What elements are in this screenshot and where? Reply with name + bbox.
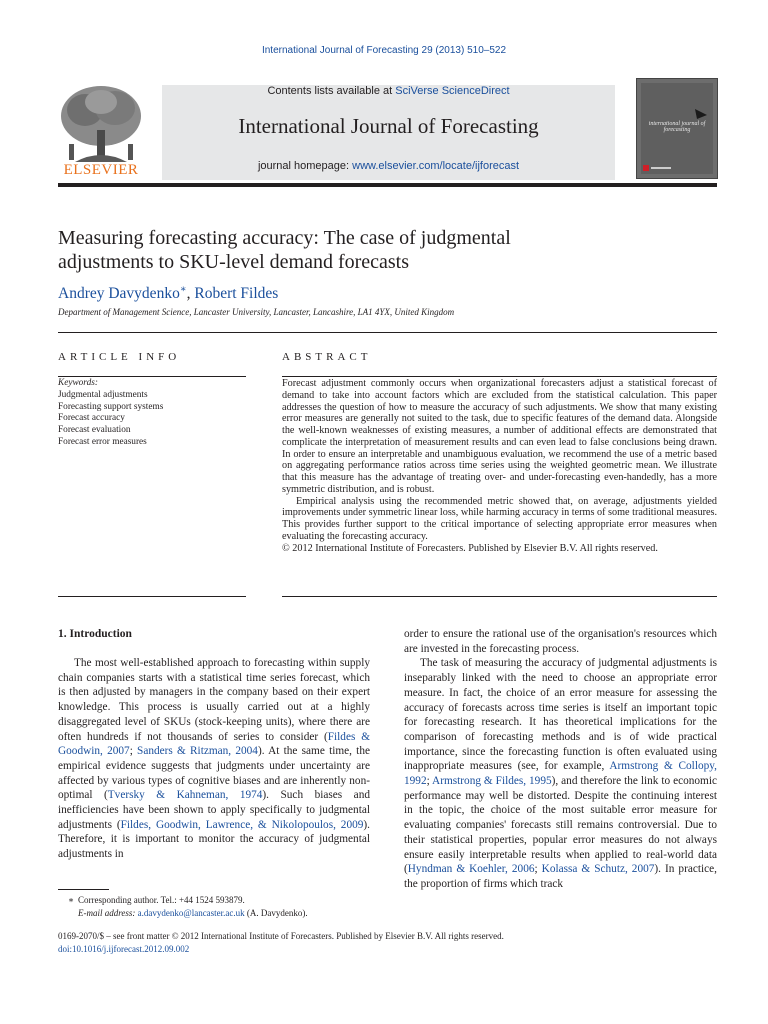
email-label: E-mail address:	[78, 908, 136, 918]
reference-link[interactable]: Tversky & Kahneman, 1974	[107, 789, 263, 802]
section-heading-introduction: 1. Introduction	[58, 628, 132, 640]
reference-link[interactable]: Armstrong & Fildes, 1995	[432, 775, 552, 788]
journal-cover-image	[636, 78, 718, 179]
intro-text: ). Therefore, it is important to monitor the accuracy of judgmental adjustments in	[58, 818, 370, 861]
reference-separator: ;	[426, 775, 433, 788]
body-right-column	[404, 627, 717, 892]
footnote-corresponding	[58, 894, 370, 907]
abstract-top-rule	[282, 376, 717, 377]
reference-separator: ;	[534, 863, 542, 876]
keywords-block	[58, 378, 246, 449]
footnote-email	[58, 907, 370, 920]
affiliation: Department of Management Science, Lancaster University, Lancaster, Lancashire, LA1 4YX, United Kingdom	[58, 307, 455, 317]
title-divider	[58, 332, 717, 333]
paper-title-line1: Measuring forecasting accuracy: The case of judgmental	[58, 227, 511, 249]
abstract-heading: ABSTRACT	[282, 351, 372, 363]
paper-title	[58, 226, 698, 274]
author-separator: ,	[186, 285, 195, 303]
keywords-label: Keywords:	[58, 378, 98, 388]
email-link[interactable]: a.davydenko@lancaster.ac.uk	[137, 908, 245, 918]
keyword-item: Forecast evaluation	[58, 425, 131, 436]
journal-citation[interactable]: International Journal of Forecasting 29 (2013) 510–522	[261, 45, 507, 56]
elsevier-logo	[55, 82, 147, 180]
reference-link[interactable]: Sanders & Ritzman, 2004	[137, 745, 258, 758]
sciencedirect-link[interactable]: SciVerse ScienceDirect	[395, 85, 510, 97]
intro-text: ), and therefore the link to economic performance may well be distorted. Despite the continuing interest in the topic, the choice of the most suitable error measure for evaluating companies' forecasts still remains controversial. Due to their statistical properties, popular error measures do not always ensure easily interpretable results when applied to real-world data (	[404, 775, 717, 876]
homepage-link[interactable]: www.elsevier.com/locate/ijforecast	[352, 160, 520, 172]
intro-text: The task of measuring the accuracy of judgmental adjustments is inseparably linked with the need to choose an appropriate error measure. In fact, the choice of an error measure for assessing the accuracy of forecasts across time series is itself an important topic for forecasting research. It has theoretical implications for the comparison of forecasting methods and is of wide practical importance, since the forecasting function is often evaluated using inappropriate measures (see, for example,	[404, 657, 717, 773]
keyword-item: Judgmental adjustments	[58, 389, 148, 400]
paper-title-line2: adjustments to SKU-level demand forecasts	[58, 251, 410, 273]
journal-title: International Journal of Forecasting	[238, 114, 539, 138]
reference-link[interactable]: Fildes, Goodwin, Lawrence, & Nikolopoulos, 2009	[120, 818, 364, 831]
abstract-body	[282, 378, 717, 554]
author-list	[58, 284, 278, 303]
reference-separator: ;	[129, 745, 138, 758]
footnote-mark: ∗	[67, 895, 74, 905]
reference-link[interactable]: Armstrong & Collopy, 1992	[404, 760, 717, 788]
header-divider	[58, 183, 717, 187]
author-fildes[interactable]: Robert Fildes	[194, 285, 279, 303]
reference-link[interactable]: Fildes & Goodwin, 2007	[58, 730, 370, 758]
email-suffix: (A. Davydenko).	[244, 908, 308, 918]
contents-prefix: Contents lists available at	[267, 85, 396, 97]
abstract-paragraph-2: Empirical analysis using the recommended metric showed that, on average, adjustments yielded improvements under symmetric linear loss, while harming accuracy in terms of some traditional measures. This provides further support to the critical importance of selecting appropriate error measures when evaluating the forecasting accuracy.	[282, 495, 717, 542]
homepage-prefix: journal homepage:	[257, 160, 353, 172]
abstract-copyright: © 2012 International Institute of Forecasters. Published by Elsevier B.V. All rights reserved.	[282, 542, 658, 554]
intro-text: ). Such biases and inefficiencies have been shown to apply specifically to judgmental adjustments (	[58, 789, 370, 831]
article-info-heading: ARTICLE INFO	[58, 351, 181, 363]
doi-link[interactable]: doi:10.1016/j.ijforecast.2012.09.002	[58, 943, 190, 954]
homepage-line	[162, 160, 615, 172]
elsevier-wordmark: ELSEVIER	[63, 162, 139, 178]
footnote	[58, 894, 370, 920]
article-info-bottom-rule	[58, 596, 246, 597]
cover-title: international journal of forecasting	[648, 121, 706, 133]
intro-paragraph-1	[58, 656, 370, 862]
page-footer	[58, 930, 717, 955]
intro-text: ). In practice, the proportion of firms which track	[404, 863, 717, 890]
author-davydenko[interactable]: Andrey Davydenko	[58, 285, 180, 303]
body-left-column	[58, 656, 370, 862]
intro-paragraph-continued: order to ensure the rational use of the organisation's resources which are invested in the forecasting process.	[404, 628, 717, 655]
footnote-corresponding-text: Corresponding author. Tel.: +44 1524 593879.	[78, 895, 245, 905]
keyword-item: Forecasting support systems	[58, 401, 164, 412]
keyword-item: Forecast accuracy	[58, 413, 125, 424]
reference-link[interactable]: Kolassa & Schutz, 2007	[541, 863, 655, 876]
keyword-item: Forecast error measures	[58, 436, 147, 447]
intro-paragraph-2	[404, 656, 717, 891]
journal-header-box	[162, 85, 615, 180]
intro-text: ). At the same time, the empirical evidence suggests that judgments under uncertainty are affected by various types of cognitive biases and are inherently non-optimal (	[58, 745, 370, 802]
corresponding-mark[interactable]: ∗	[179, 284, 187, 295]
footnote-divider	[58, 889, 109, 890]
reference-link[interactable]: Hyndman & Koehler, 2006	[407, 863, 535, 876]
article-info-top-rule	[58, 376, 246, 377]
intro-text: The most well-established approach to forecasting within supply chain companies starts with a statistical time series forecast, which is then adjusted by managers in the company based on their expert knowledge. This process is usually carried out at a highly disaggregated level of SKUs (stock-keeping units), where there are often hundreds if not thousands of series to consider (	[58, 657, 370, 743]
abstract-bottom-rule	[282, 596, 717, 597]
contents-line	[162, 85, 615, 97]
front-matter-line: 0169-2070/$ – see front matter © 2012 International Institute of Forecasters. Published by Elsevier B.V. All rights reserved.	[58, 931, 504, 941]
abstract-paragraph-1: Forecast adjustment commonly occurs when organizational forecasters adjust a statistical forecast of demand to take into account factors which are excluded from the statistical calculation. This paper addresses the question of how to measure the accuracy of such adjustments. We show that many existing error measures are generally not suited to the task, due to specific features of the demand data. Alongside the well-known weaknesses of existing measures, a number of additional effects are demonstrated that complicate the interpretation of measurement results and can even lead to false conclusions being drawn. In order to ensure an interpretable and unambiguous evaluation, we recommend the use of a metric based on aggregating performance ratios across time series using the weighted geometric mean. We illustrate that this measure has the advantage of treating over- and under-forecasting even-handedly, has a more symmetric distribution, and is robust.	[282, 378, 717, 495]
